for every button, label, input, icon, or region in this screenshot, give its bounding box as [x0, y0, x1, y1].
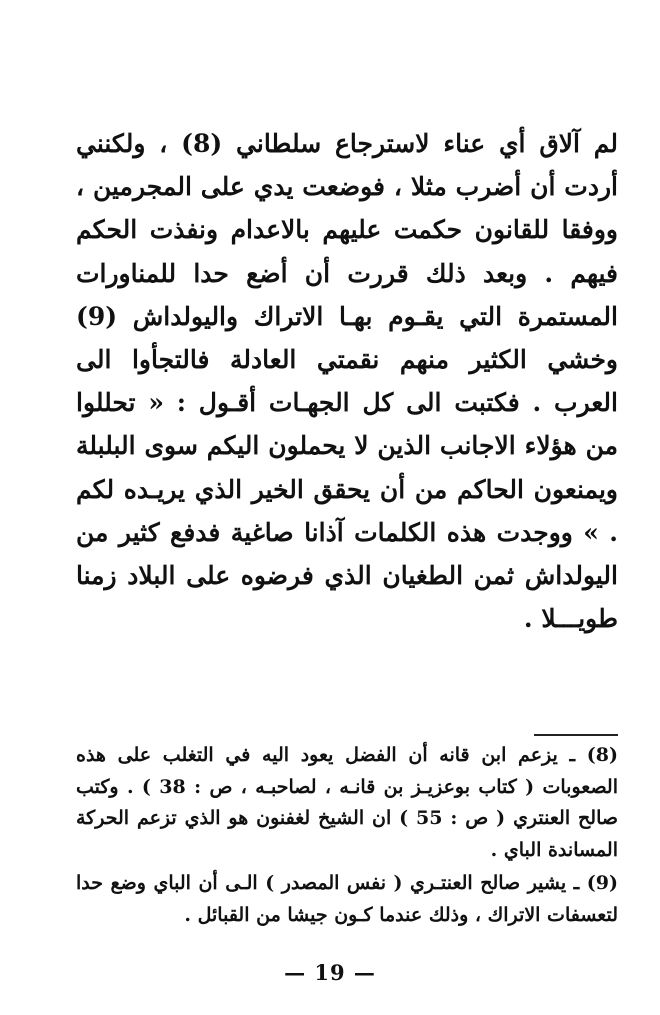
footnote-9: (9) ـ يشير صالح العنتـري ( نفس المصدر ) الـى أن الباي وضع حدا لتعسفات الاتراك ، وذلك عندما كـون جيشا من القبائل .	[76, 872, 618, 926]
footnote-separator-line	[534, 734, 618, 736]
page-number: — 19 —	[284, 960, 376, 985]
main-paragraph: لم آلاق أي عناء لاسترجاع سلطاني (8) ، ولكنني أردت أن أضرب مثلا ، فوضعت يدي على المجرمين ، ووفقا للقانون حكمت عليهم بالاعدام ونفذت الحكم فيهم . وبعد ذلك قررت أن أضع حدا للمناورات المستمرة التي يقـوم بهـا الاتراك واليولداش (9) وخشي الكثير منهم نقمتي العادلة فالتجأوا الى العرب . فكتبت الى كل الجهـات أقـول : « تحللوا من هؤلاء الاجانب الذين لا يحملون اليكم سوى البلبلة ويمنعون الحاكم من أن يحقق الخير الذي يريـده لكم . » ووجدت هذه الكلمات آذانا صاغية فدفع كثير من اليولداش ثمن الطغيان الذي فرضوه على البلاد زمنا طويـــلا .	[76, 129, 618, 634]
page-number-container	[0, 960, 660, 985]
footnotes-block	[76, 740, 618, 933]
footnote-8: (8) ـ يزعم ابن قانه أن الفضل يعود اليه في التغلب على هذه الصعوبات ( كتاب بوعزيـز بن قانـه ، لصاحبـه ، ص : 38 ) . وكتب صالح العنتري ( ص : 55 ) ان الشيخ لغفنون هو الذي تزعم الحركة المساندة الباي .	[76, 744, 618, 861]
main-text-block	[76, 122, 618, 640]
